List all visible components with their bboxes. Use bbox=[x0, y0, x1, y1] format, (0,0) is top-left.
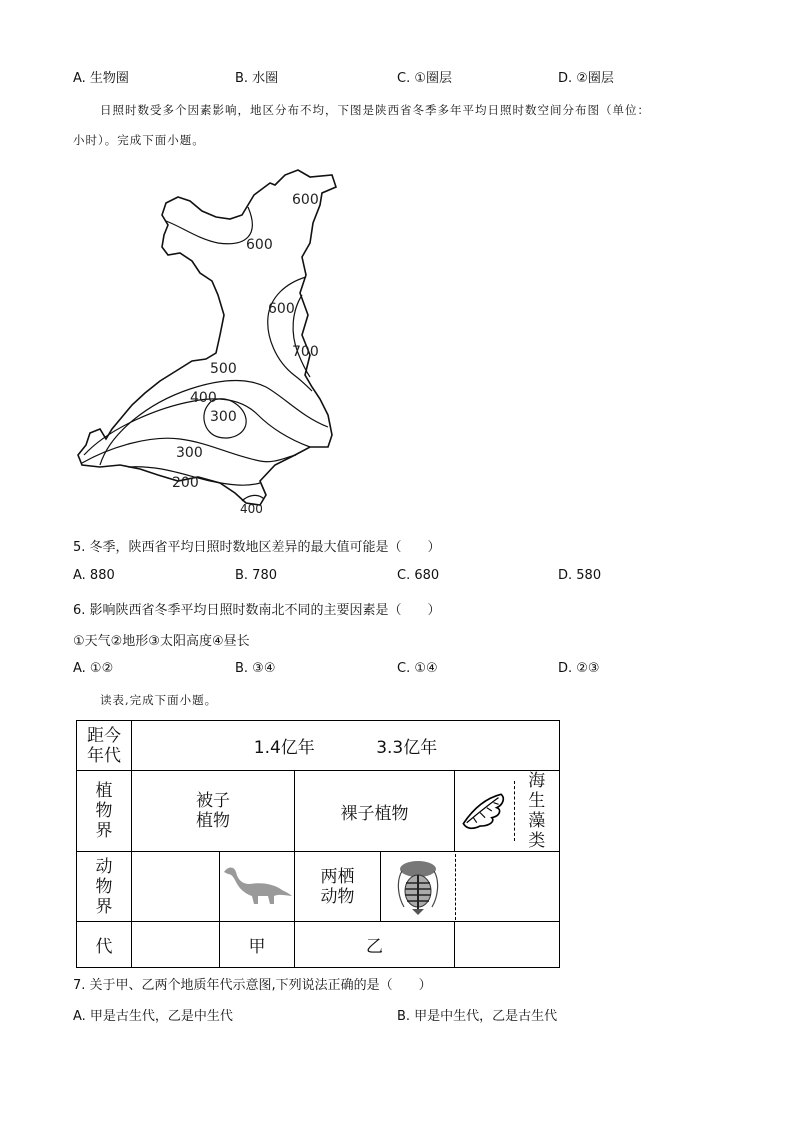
q6-option-d: D. ②③ bbox=[558, 661, 600, 676]
plant-header-text: 植 物 界 bbox=[95, 781, 113, 841]
q4-option-a: A. 生物圈 bbox=[73, 71, 129, 86]
contour-400-south bbox=[242, 495, 264, 501]
q5-stem: 5. 冬季，陕西省平均日照时数地区差异的最大值可能是（ ） bbox=[73, 540, 441, 555]
q4-option-d: D. ②圈层 bbox=[558, 71, 614, 86]
q4-option-c: C. ①圈层 bbox=[397, 71, 452, 86]
map-intro-line1: 日照时数受多个因素影响，地区分布不均，下图是陕西省冬季多年平均日照时数空间分布图（单位： bbox=[100, 103, 650, 117]
cell-angiosperm bbox=[132, 771, 295, 852]
cell-era-jia: 甲 bbox=[220, 922, 295, 968]
dinosaur-icon bbox=[220, 862, 294, 906]
cell-era-empty bbox=[132, 922, 220, 968]
algae-text: 海生 藻类 bbox=[528, 771, 546, 851]
q5-option-b: B. 780 bbox=[235, 568, 277, 583]
cell-animal-header bbox=[77, 852, 132, 922]
cell-plant-header bbox=[77, 771, 132, 852]
q6-option-c: C. ①④ bbox=[397, 661, 438, 676]
sunshine-contour-map bbox=[70, 165, 350, 520]
label-300-center: 300 bbox=[210, 409, 237, 425]
angiosperm-text: 被子 植物 bbox=[196, 791, 230, 831]
q6-items: ①天气②地形③太阳高度④昼长 bbox=[73, 634, 250, 649]
cell-era-last bbox=[455, 922, 560, 968]
cell-algae-group bbox=[455, 771, 560, 852]
contour-600-north bbox=[166, 207, 252, 244]
trilobite-icon bbox=[392, 857, 444, 917]
label-600-ne: 600 bbox=[292, 192, 319, 208]
age-value-2: 3.3亿年 bbox=[376, 738, 438, 758]
label-600-n: 600 bbox=[246, 237, 273, 253]
q4-option-b: B. 水圈 bbox=[235, 71, 279, 86]
cell-era-header: 代 bbox=[77, 922, 132, 968]
cell-age-header: 距今 年代 bbox=[77, 721, 132, 771]
table-row-animals bbox=[77, 852, 560, 922]
label-600-e: 600 bbox=[268, 301, 295, 317]
table-row-plants bbox=[77, 771, 560, 852]
trilobite-wrapper bbox=[381, 854, 456, 920]
cell-age-values bbox=[132, 721, 560, 771]
q6-stem: 6. 影响陕西省冬季平均日照时数南北不同的主要因素是（ ） bbox=[73, 603, 441, 618]
q5-option-a: A. 880 bbox=[73, 568, 115, 583]
q6-option-b: B. ③④ bbox=[235, 661, 276, 676]
label-500: 500 bbox=[210, 361, 237, 377]
geologic-time-table bbox=[76, 720, 560, 968]
table-row-age bbox=[77, 721, 560, 771]
cell-gymnosperm bbox=[295, 771, 455, 852]
cell-animal-empty bbox=[132, 852, 220, 922]
age-value-1: 1.4亿年 bbox=[253, 738, 315, 758]
label-400: 400 bbox=[190, 390, 217, 406]
table-intro: 读表,完成下面小题。 bbox=[100, 693, 218, 707]
cell-era-yi: 乙 bbox=[295, 922, 455, 968]
amphibian-text: 两栖 动物 bbox=[320, 866, 355, 907]
label-300: 300 bbox=[176, 445, 203, 461]
province-outline bbox=[78, 170, 336, 505]
label-200: 200 bbox=[172, 475, 199, 491]
cell-trilobite bbox=[381, 852, 560, 922]
gymnosperm-text: 裸子植物 bbox=[340, 803, 409, 824]
q7-stem: 7. 关于甲、乙两个地质年代示意图,下列说法正确的是（ ） bbox=[73, 978, 432, 993]
q7-option-b: B. 甲是中生代，乙是古生代 bbox=[397, 1009, 558, 1024]
cell-dinosaur bbox=[220, 852, 295, 922]
q7-option-a: A. 甲是古生代，乙是中生代 bbox=[73, 1009, 233, 1024]
animal-header-text: 动 物 界 bbox=[95, 856, 113, 917]
q5-option-c: C. 680 bbox=[397, 568, 440, 583]
q5-option-d: D. 580 bbox=[558, 568, 602, 583]
cell-amphibian bbox=[295, 852, 381, 922]
label-700: 700 bbox=[292, 344, 319, 360]
map-intro-line2: 小时）。完成下面小题。 bbox=[73, 133, 205, 147]
fern-fossil-icon bbox=[455, 781, 515, 841]
q6-option-a: A. ①② bbox=[73, 661, 114, 676]
table-row-era bbox=[77, 922, 560, 968]
label-400-south: 400 bbox=[240, 502, 263, 516]
